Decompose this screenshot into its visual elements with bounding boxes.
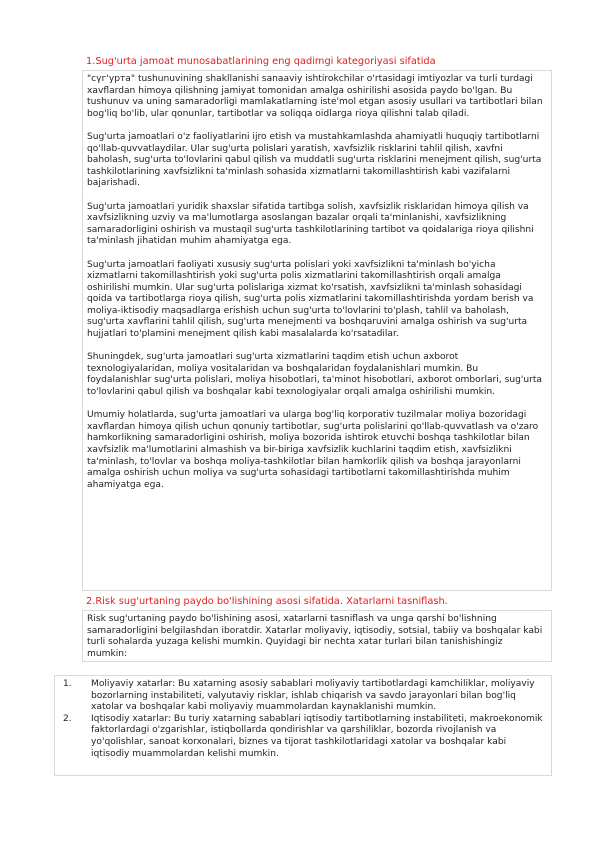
section1-body <box>82 70 552 591</box>
list-item-number: 1. <box>63 679 72 689</box>
list-item <box>63 679 545 714</box>
section1-heading: 1.Sug'urta jamoat munosabatlarining eng qadimgi kategoriyasi sifatida <box>86 56 436 67</box>
section2-heading: 2.Risk sug'urtaning paydo bo'lishining asosi sifatida. Xatarlarni tasniflash. <box>86 596 448 607</box>
section2-intro: Risk sug'urtaning paydo bo'lishining asosi, xatarlarni tasniflash va unga qarshi bo'lishning samaradorligini belgilashdan iboratdir. Xatarlar moliyaviy, iqtisodiy, sotsial, tabiiy va boshqalar kabi turli sohalarda yuzaga kelishi mumkin. Quyidagi bir nechta xatar turlari bilan tanishishingiz mumkin: <box>87 614 543 659</box>
list-item <box>63 714 545 760</box>
risk-types-list-box <box>54 675 552 776</box>
risk-types-list <box>63 679 545 760</box>
section1-paragraph: Shuningdek, sug'urta jamoatlari sug'urta xizmatlarini taqdim etish uchun axborot texnologiyalaridan, moliya vositalaridan va boshqalaridan foydalanishlari mumkin. Bu foydalanishlar sug'urta polislari, moliya hisobotlari, ta'minot hisobotlari, axborot omborlari, sug'urta to'lovlarini qabul qilish va boshqalar kabi texnologiyalar orqali amalga oshirilishi mumkin. <box>87 352 542 398</box>
list-item-text: Moliyaviy xatarlar: Bu xatarning asosiy sabablari moliyaviy tartibotlardagi kamchiliklar, moliyaviy bozorlarning instabiliteti, valyutaviy risklar, ishlab chiqarish va savdo jarayonlari bilan bog'liq xatolar va boshqalar kabi moliyaviy muammolardan kaynaklanishi mumkin. <box>91 679 535 713</box>
list-item-number: 2. <box>63 713 72 724</box>
section1-paragraph: Sug'urta jamoatlari faoliyati xususiy sug'urta polislari yoki xavfsizlikni ta'minlash bo'yicha xizmatlarni takomillashtirish yoki sug'urta polis xizmatlarini takomillashtirish orqali amalga oshirilishi mumkin. Ular sug'urta polislariga xizmat ko'rsatish, xavfsizlikni ta'minlash sohasidagi qoida va tartibotlarga rioya qilish, sug'urta polis xizmatlarini takomillashtirishda yordam berish va moliya-iktisodiy maqsadlarga erishish uchun sug'urta to'lovlarini to'plash, tahlil va baholash, sug'urta xavflarini tahlil qilish, sug'urta menejmenti va boshqaruvini amalga oshirish va sug'urta hujjatlari to'plamini menejment qilish kabi masalalarda ko'rsatadilar. <box>87 259 534 340</box>
section1-paragraph: Umumiy holatlarda, sug'urta jamoatlari va ularga bog'liq korporativ tuzilmalar moliya bozoridagi xavflardan himoya qilish uchun qonuniy tartibotlar, sug'urta polislarini qo'llab-quvvatlash va o'zaro hamkorlikning samaradorligini oshirish, moliya bozorida ishtirok etuvchi boshqa tashkilotlar bilan xavfsizlik ma'lumotlarini almashish va bir-biriga xavfsizlik kuchlarini taqdim etish, xavfsizlikni ta'minlash, to'lovlar va boshqa moliya-tashkilotlar bilan hamkorlik qilish va boshqa jarayonlarni amalga oshirish uchun moliya va sug'urta sohasidagi tartibotlarni takomillashtirishda muhim ahamiyatga ega. <box>87 410 539 490</box>
section1-paragraph: "сүг'урта" tushunuvining shakllanishi sanaaviy ishtirokchilar o'rtasidagi imtiyozlar va turli turdagi xavflardan himoya qilishning jamiyat tomonidan amalga oshirilishi asosida paydo bo'lgan. Bu tushunuv va uning samaradorligi mamlakatlarning iste'mol etgan asosiy usullari va tartibotlari bilan bog'liq bo'lib, ular qonunlar, tartibotlar va soliqqa oidlarga rioya qilishni talab qiladi. <box>87 74 543 119</box>
section1-paragraph: Sug'urta jamoatlari yuridik shaxslar sifatida tartibga solish, xavfsizlik risklaridan himoya qilish va xavfsizlikning uzviy va ma'lumotlarga asoslangan bazalar orqali ta'minlanishi, xavfsizlikning samaradorligini oshirish va mustaqil sug'urta tashkilotlarining tartibot va qoidalariga rioya qilishni ta'minlash jihatidan muhim ahamiyatga ega. <box>87 201 534 247</box>
section2-intro-box <box>82 610 552 662</box>
section1-paragraph: Sug'urta jamoatlari o'z faoliyatlarini ijro etish va mustahkamlashda ahamiyatli huquqiy tartibotlarni qo'llab-quvvatlaydilar. Ular sug'urta polislari yaratish, xavfsizlik risklarini tahlil qilish, xavfni baholash, sug'urta to'lovlarini qabul qilish va muddatli sug'urta risklarini menejment qilish, sug'urta tashkilotlarining xavfsizlikni ta'minlash sohasida xizmatlarni takomillashtirish kabi vazifalarni bajarishadi. <box>87 131 542 189</box>
list-item-text: Iqtisodiy xatarlar: Bu turiy xatarning sabablari iqtisodiy tartibotlarning instabiliteti, makroekonomik faktorlardagi o'zgarishlar, istiqbollarda qondirishlar va qarshiliklar, bozorda rivojlanish va yo'qolishlar, sanoat korxonalari, biznes va tijorat tashkilotlaridagi xatolar va boshqalar kabi iqtisodiy muammolardan kelishi mumkin. <box>91 713 543 759</box>
